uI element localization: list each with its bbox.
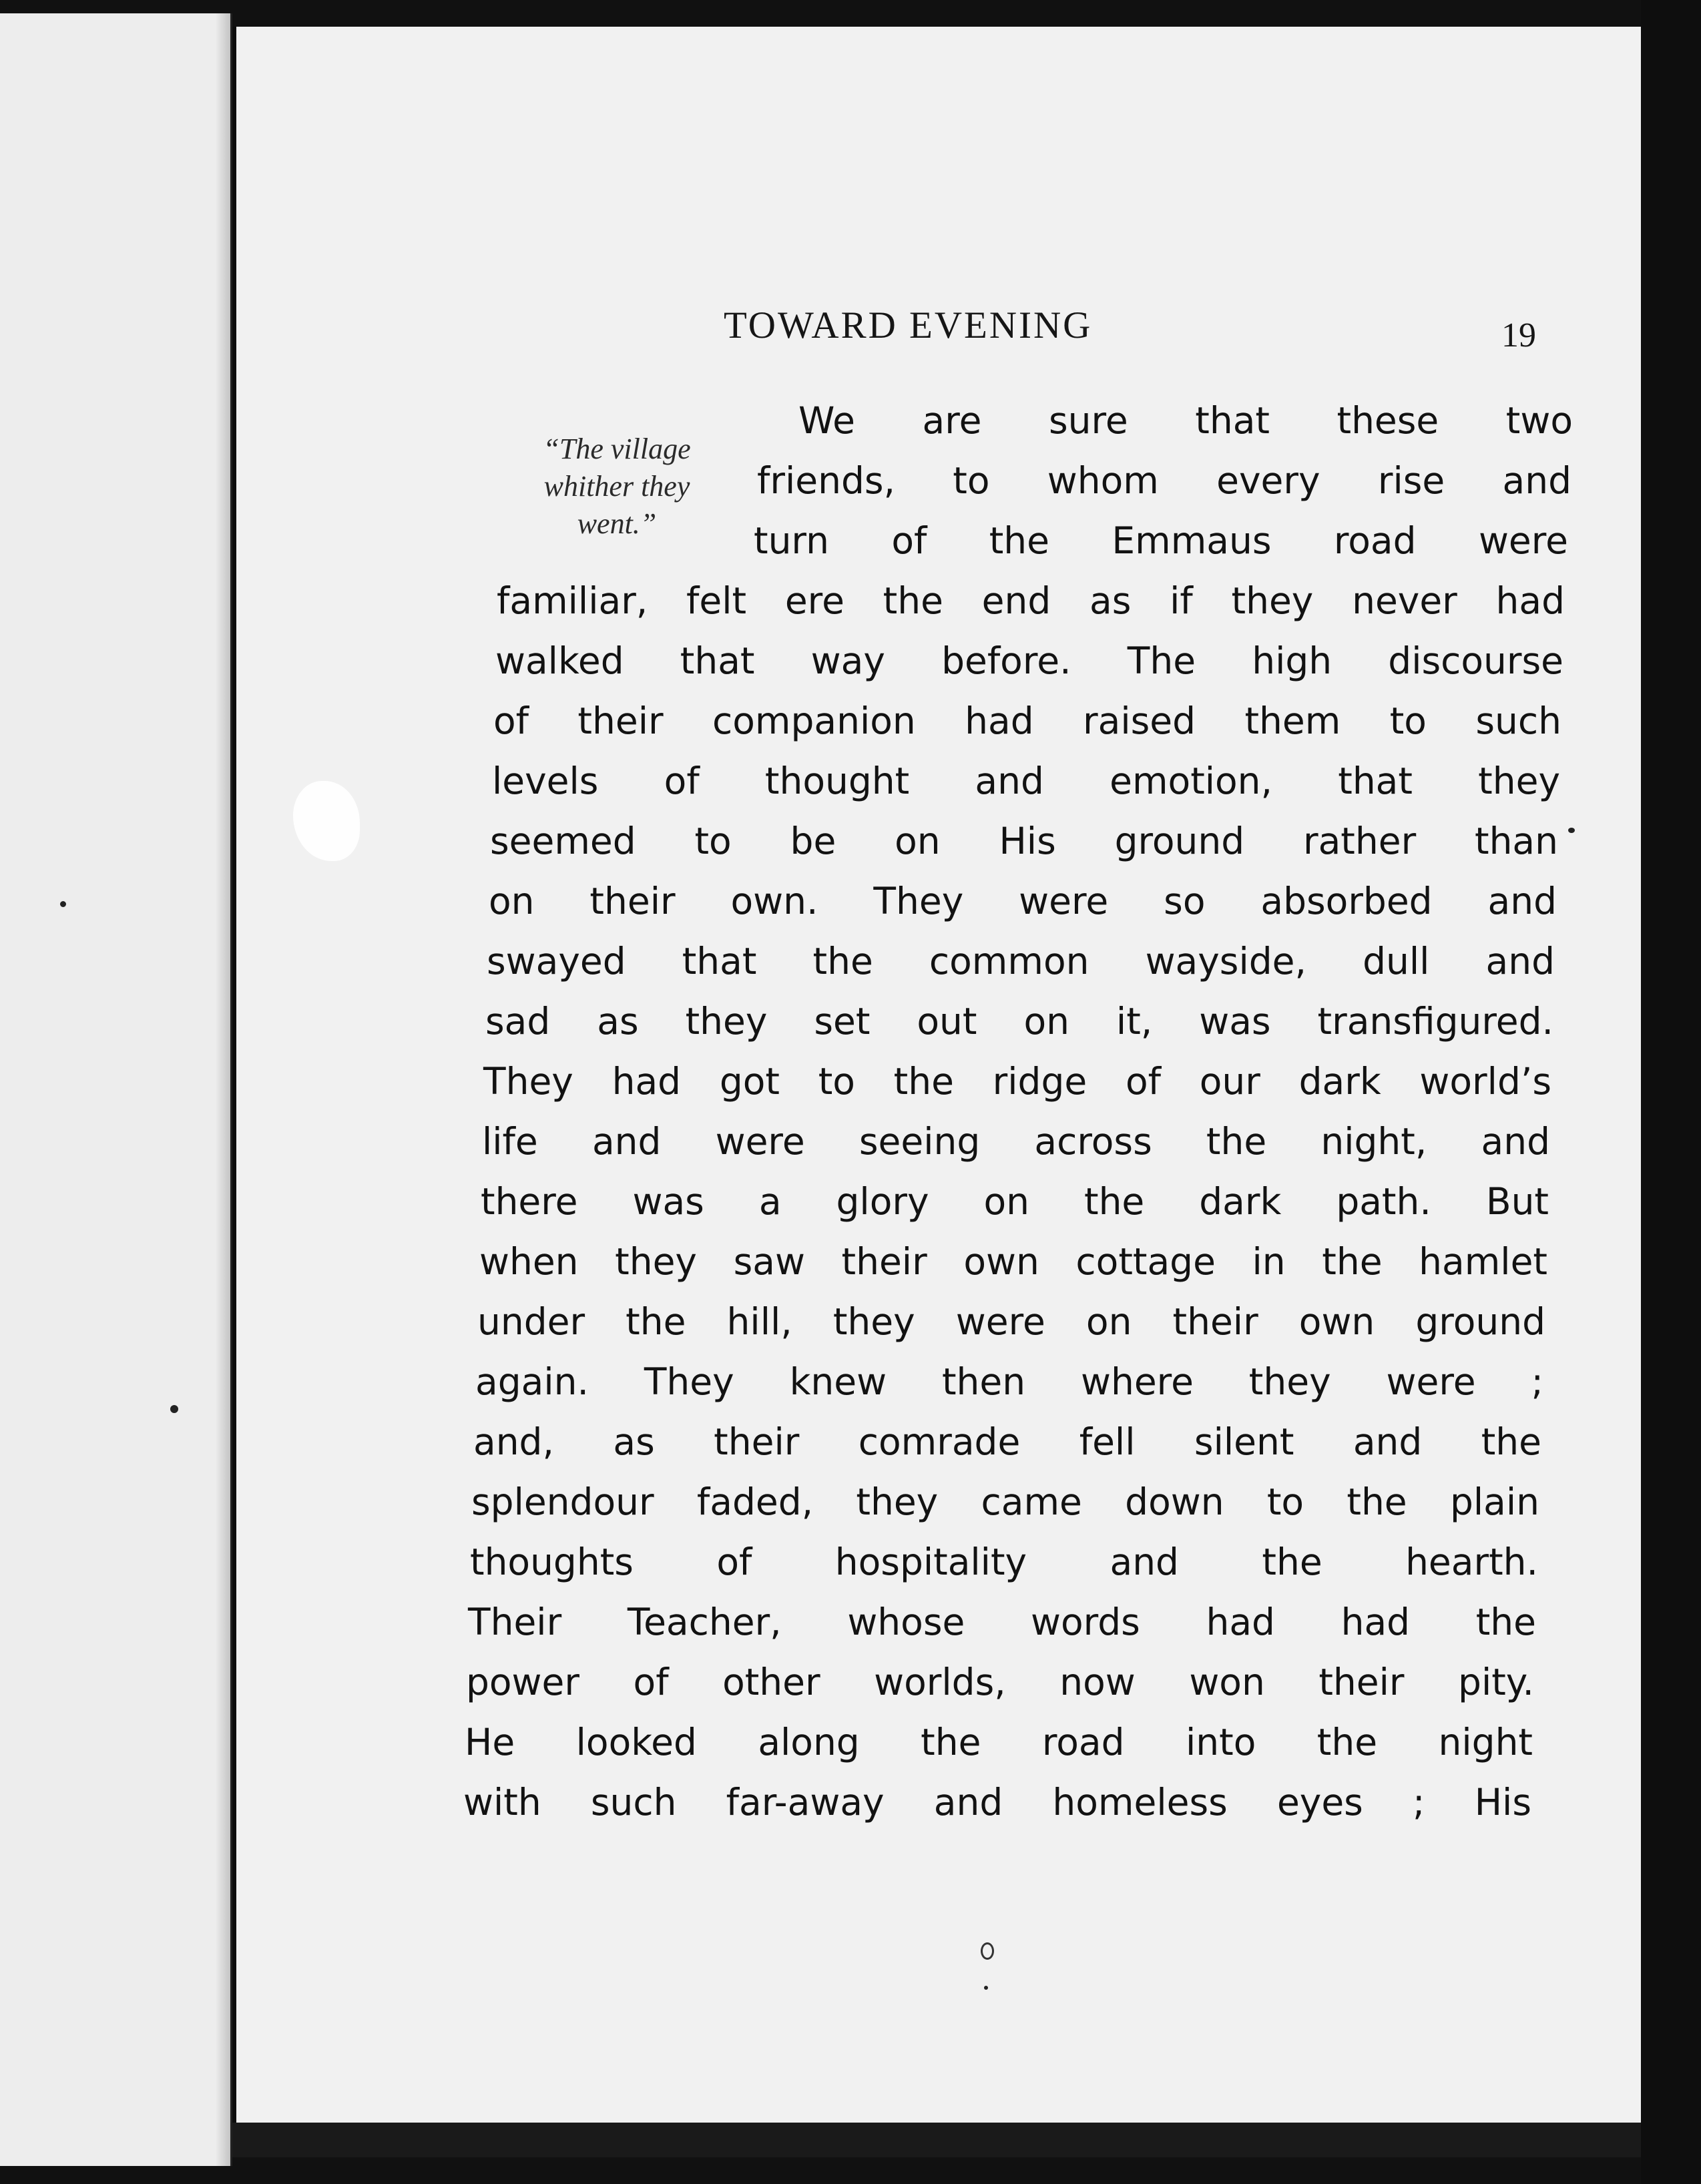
marginal-note: [503, 431, 730, 543]
text-line: power of other worlds, now won their pity.: [466, 1661, 1534, 1703]
text-line: turn of the Emmaus road were: [754, 519, 1568, 562]
text-line: They had got to the ridge of our dark world’s: [483, 1060, 1551, 1103]
text-line: friends, to whom every rise and: [757, 459, 1571, 502]
text-line: splendour faded, they came down to the plain: [471, 1480, 1539, 1523]
text-line: levels of thought and emotion, that they: [492, 760, 1560, 802]
text-line: life and were seeing across the night, and: [482, 1120, 1550, 1163]
scan-background-right: [1641, 0, 1701, 2184]
ink-speck: [984, 1986, 988, 1990]
text-line: and, as their comrade fell silent and the: [473, 1420, 1541, 1463]
text-line: under the hill, they were on their own ground: [477, 1300, 1545, 1343]
text-line: He looked along the road into the night: [465, 1721, 1533, 1763]
scan-background-bottom: [0, 2157, 1701, 2184]
ink-speck: [170, 1405, 178, 1413]
text-line: familiar, felt ere the end as if they never had: [497, 579, 1565, 622]
ink-speck: [981, 1942, 994, 1960]
spine-shadow: [216, 13, 230, 2166]
marginal-note-line: “The village: [543, 433, 691, 465]
text-line: of their companion had raised them to such: [493, 700, 1561, 742]
text-line: thoughts of hospitality and the hearth.: [470, 1541, 1538, 1583]
facing-page: [0, 13, 232, 2166]
ink-speck: [1568, 828, 1575, 833]
paper-blot: [293, 781, 360, 861]
text-line: We are sure that these two: [798, 399, 1573, 442]
text-line: there was a glory on the dark path. But: [481, 1180, 1549, 1223]
text-line: swayed that the common wayside, dull and: [487, 940, 1555, 983]
book-page: [232, 27, 1665, 2123]
marginal-note-line: went.”: [577, 507, 657, 540]
running-head: [724, 304, 1592, 354]
text-line: when they saw their own cottage in the hamlet: [479, 1240, 1547, 1283]
text-line: sad as they set out on it, was transfigured.: [485, 1000, 1553, 1043]
marginal-note-line: whither they: [543, 470, 690, 503]
text-line: with such far-away and homeless eyes ; His: [463, 1781, 1531, 1824]
text-line: seemed to be on His ground rather than: [490, 820, 1558, 862]
text-line: on their own. They were so absorbed and: [489, 880, 1557, 922]
text-line: Their Teacher, whose words had had the: [468, 1601, 1536, 1643]
running-title: TOWARD EVENING: [724, 304, 1093, 346]
text-line: again. They knew then where they were ;: [475, 1360, 1543, 1403]
page-number: 19: [1501, 316, 1536, 354]
ink-speck: [60, 901, 66, 907]
text-line: walked that way before. The high discourse: [495, 639, 1563, 682]
